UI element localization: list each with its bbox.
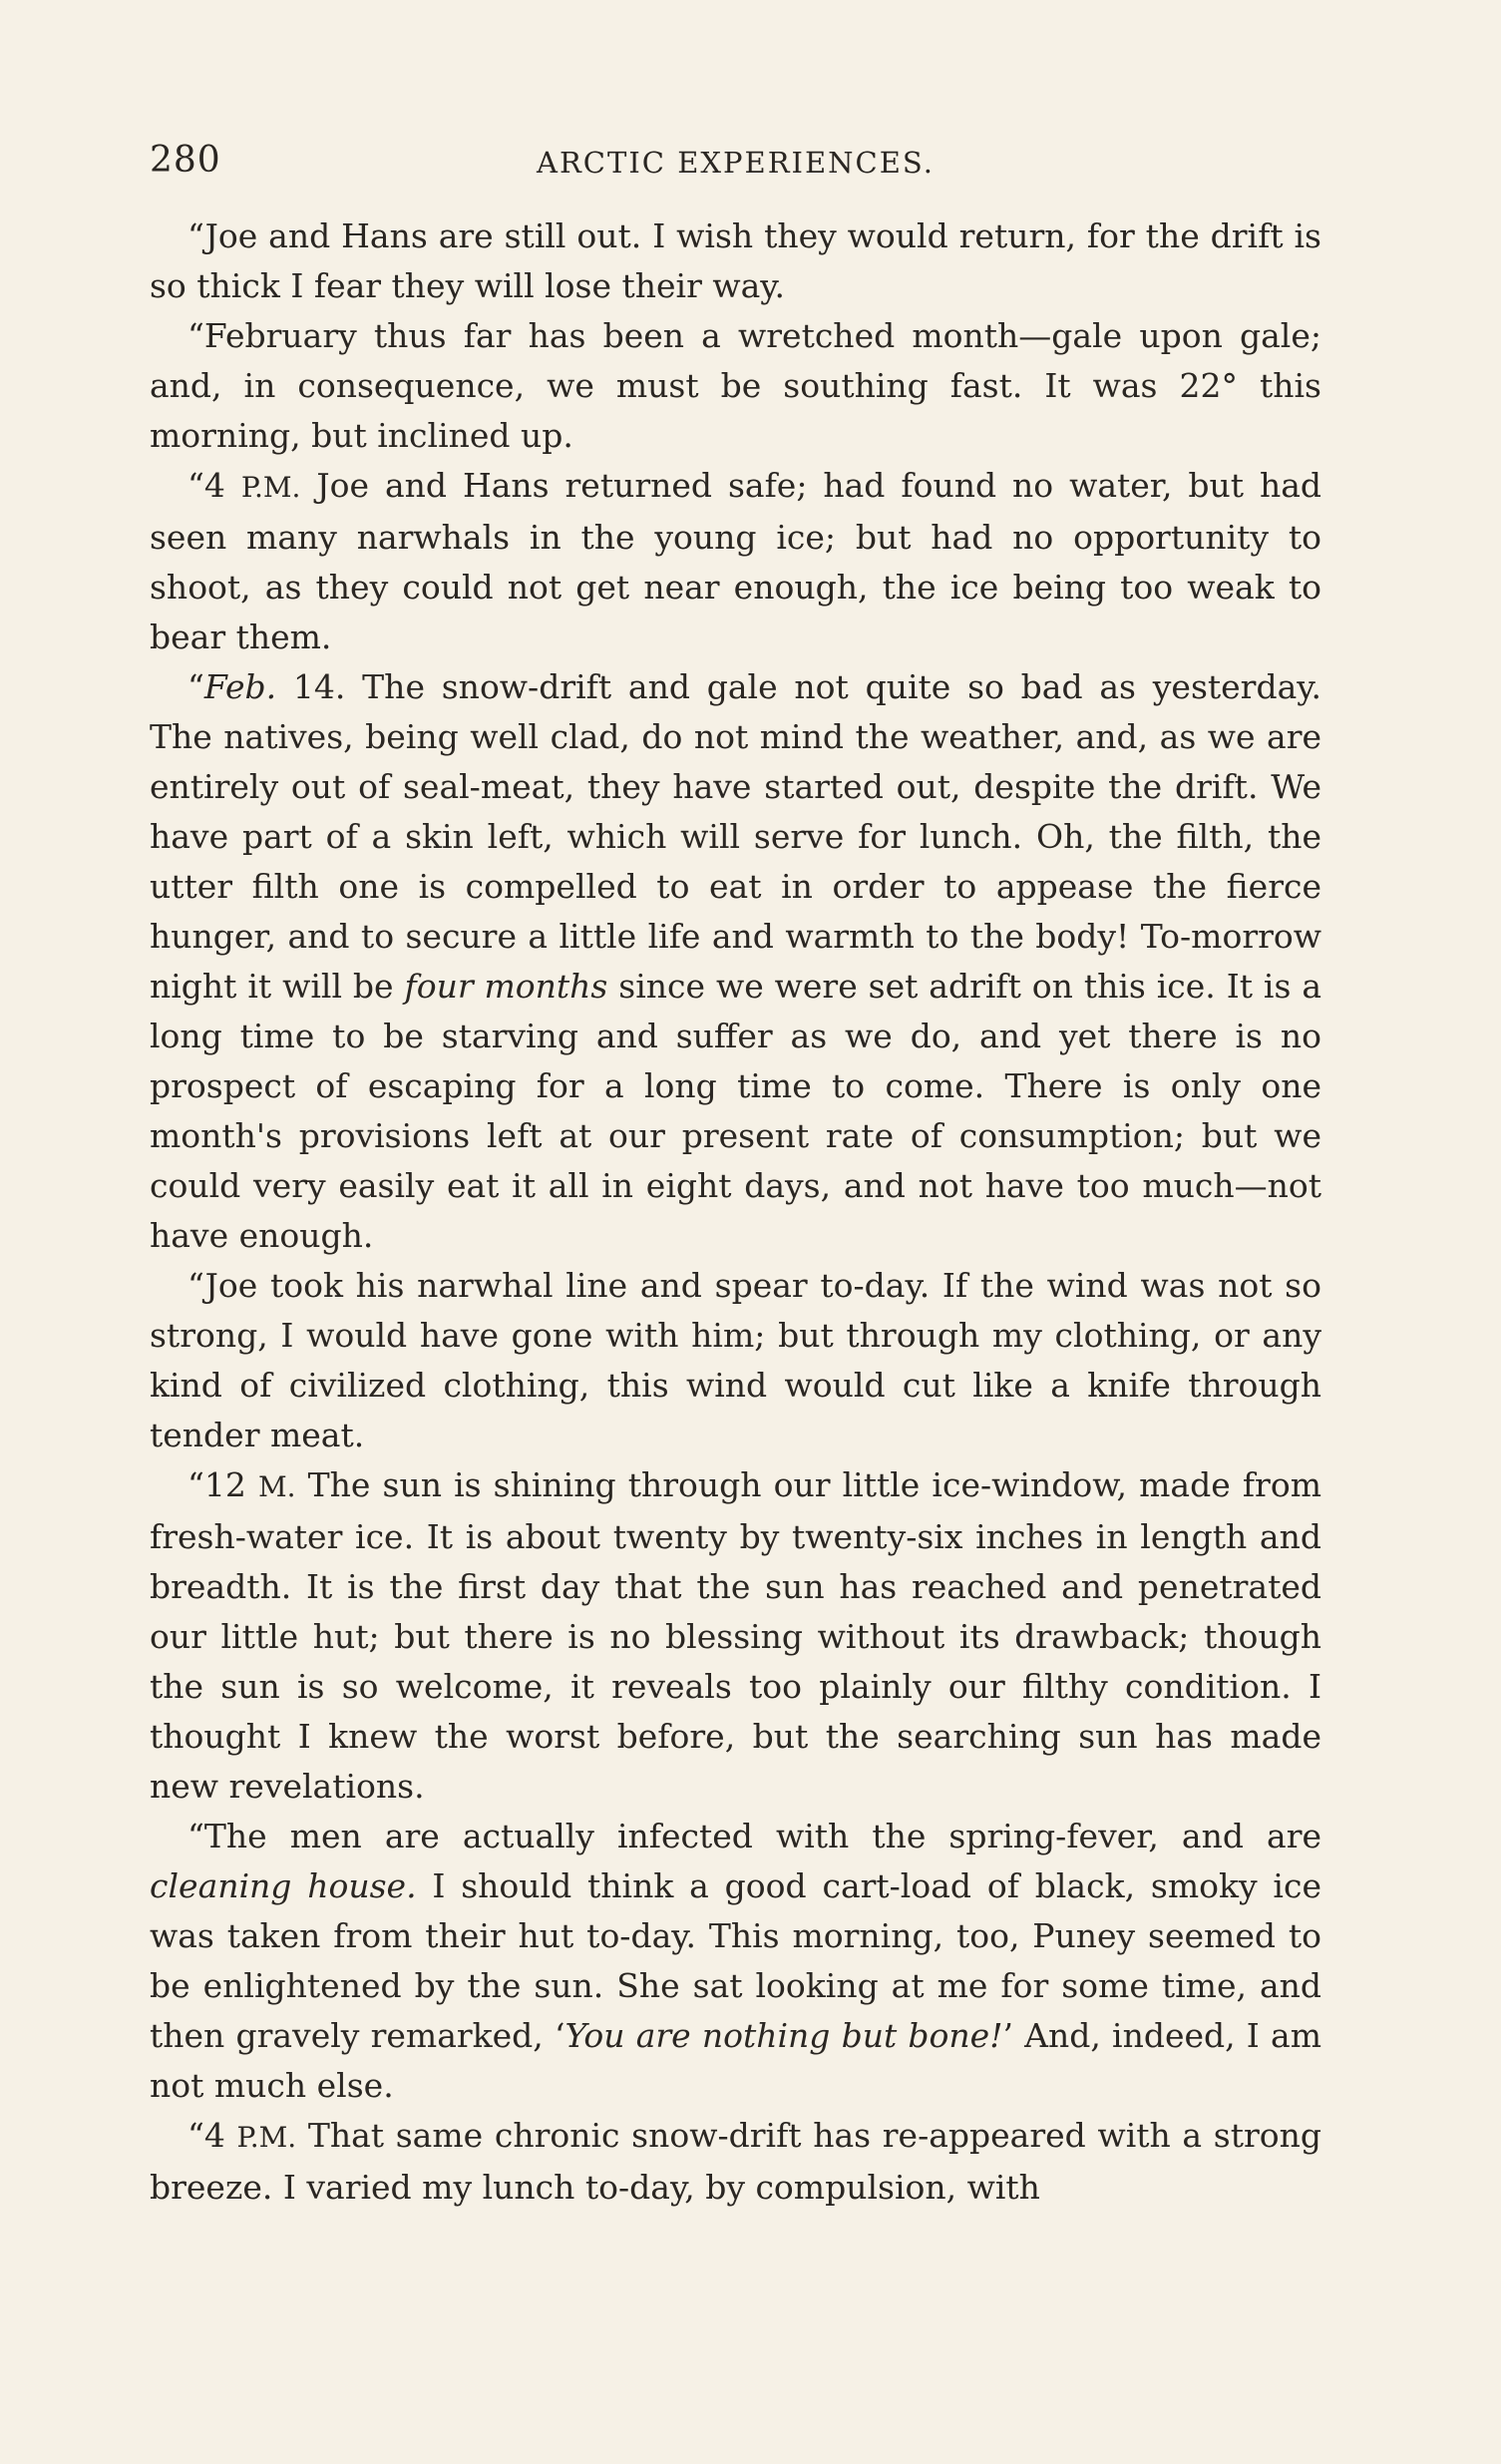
paragraph-text: That same chronic snow-drift has re-appeared with a strong breeze. I varied my lunch to-day, by compulsion, with: [150, 2116, 1321, 2207]
paragraph-feb-14: [150, 662, 1321, 1261]
paragraph-4pm-snow-drift: [150, 2111, 1321, 2213]
paragraph-text: Joe and Hans returned safe; had found no water, but had seen many narwhals in the young ice; but had no opportunity to shoot, as they could not get near enough, the ice being too weak to bear them.: [150, 466, 1322, 656]
date-marker: Feb.: [203, 667, 277, 706]
paragraph-text: The sun is shining through our little ice-window, made from fresh-water ice. It is about twenty by twenty-six inches in length and breadth. It is the first day that the sun has reached and penetrated our little hut; but there is no blessing without its drawback; though the sun is so welcome, it reveals too plainly our filthy condition. I thought I knew the worst before, but the searching sun has made new revelations.: [150, 1465, 1321, 1806]
page-number: 280: [150, 140, 221, 181]
paragraph-spring-fever: [150, 1812, 1321, 2111]
paragraph-text: “February thus far has been a wretched month—gale upon gale; and, in consequence, we must be southing fast. It was 22° this morning, but inclined up.: [150, 316, 1321, 455]
paragraph-text: “Joe and Hans are still out. I wish they would return, for the drift is so thick I fear they will lose their way.: [150, 216, 1321, 305]
paragraph-joe-hans-out: [150, 211, 1321, 311]
quoted-remark: You are nothing but bone!: [564, 2016, 1003, 2055]
paragraph-text: “Joe took his narwhal line and spear to-day. If the wind was not so strong, I would have gone with him; but through my clothing, or any kind of civilized clothing, this wind would cut like a knife through tender meat.: [150, 1266, 1321, 1454]
paragraph-12m-sun: [150, 1460, 1321, 1812]
paragraph-text: since we were set adrift on this ice. It is a long time to be starving and suffer as we do, and yet there is no prospect of escaping for a long time to come. There is only one month's provisions left at our present rate of consumption; but we could very easily eat it all in eight days, and not have too much—not have enough.: [150, 967, 1321, 1255]
page-header: [150, 140, 1321, 190]
emphasis-text: cleaning house.: [150, 1866, 417, 1905]
paragraph-lead: “12: [188, 1465, 258, 1504]
paragraph-text: 14. The snow-drift and gale not quite so bad as yesterday. The natives, being well clad, do not mind the weather, and, as we are entirely out of seal-meat, they have started out, despite the drift. We have part of a skin left, which will serve for lunch. Oh, the filth, the utter filth one is compelled to eat in order to appease the fierce hunger, and to secure a little life and warmth to the body! To-morrow night it will be: [150, 667, 1321, 1006]
body-text: [150, 211, 1321, 2213]
paragraph-february: [150, 311, 1321, 461]
running-head: ARCTIC EXPERIENCES.: [537, 146, 935, 180]
time-marker: P.M.: [240, 471, 301, 504]
paragraph-4pm-returned: [150, 461, 1321, 662]
paragraph-text: “The men are actually infected with the spring-fever, and are: [188, 1817, 1321, 1855]
time-marker: P.M.: [236, 2121, 297, 2154]
paragraph-lead: “4: [188, 2116, 237, 2155]
paragraph-narwhal-line: [150, 1261, 1321, 1460]
paragraph-text: I should think a good cart-load of black, smoky ice was taken from their hut to-day. This morning, too, Puney seemed to be enlightened by the sun. She sat looking at me for some time, and then gravely remarked, ‘: [150, 1866, 1321, 2055]
paragraph-lead: “4: [188, 466, 241, 505]
paragraph-lead: “: [188, 667, 204, 706]
time-marker: M.: [257, 1470, 296, 1503]
paragraph-text: ’ And, indeed, I am not much else.: [150, 2016, 1321, 2105]
emphasis-text: four months: [404, 967, 608, 1006]
